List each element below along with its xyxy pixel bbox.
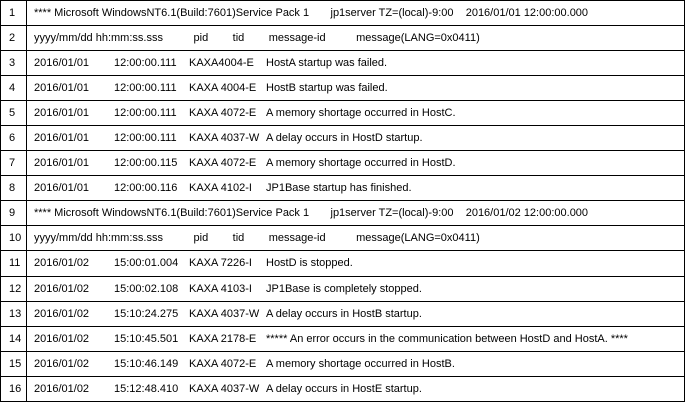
log-entry-row [1,326,685,351]
line-number: 11 [1,251,27,276]
line-number: 15 [1,351,27,376]
log-message: A memory shortage occurred in HostB. [266,357,455,370]
log-time: 12:00:00.115 [114,157,178,170]
log-time: 15:10:46.149 [114,357,179,370]
line-number: 10 [1,226,27,251]
log-date: 2016/01/02 [34,382,90,395]
line-number: 9 [1,201,27,226]
log-date: 2016/01/01 [34,182,90,195]
log-header-row [1,226,685,251]
log-date: 2016/01/02 [34,332,90,345]
log-time: 12:00:00.111 [114,107,177,120]
line-number: 8 [1,176,27,201]
log-message: ***** An error occurs in the communication between HostD and HostA. **** [266,332,628,345]
log-date: 2016/01/02 [34,307,90,320]
log-entry-row [1,151,685,176]
line-number: 7 [1,151,27,176]
log-line [27,26,685,51]
log-entry-row [1,376,685,401]
line-number: 5 [1,101,27,126]
line-number: 14 [1,326,27,351]
log-time: 12:00:00.116 [114,182,178,195]
log-entry-row [1,51,685,76]
log-line [27,226,685,251]
log-time: 15:10:45.501 [114,332,179,345]
log-message-id: KAXA 4072-E [189,357,257,370]
log-message-id: KAXA 4004-E [189,82,257,95]
log-date: 2016/01/02 [34,257,90,270]
log-entry-row [1,76,685,101]
log-message-id: KAXA 7226-I [189,257,252,270]
log-entry-row [1,301,685,326]
log-header-row [1,1,685,26]
log-entry-row [1,176,685,201]
log-line [27,301,685,326]
log-entry-row [1,126,685,151]
log-date: 2016/01/01 [34,107,90,120]
log-line [27,376,685,401]
log-time: 15:00:01.004 [114,257,179,270]
log-time: 12:00:00.111 [114,57,177,70]
log-message: HostB startup was failed. [266,82,388,95]
log-date: 2016/01/01 [34,57,90,70]
line-number: 1 [1,1,27,26]
log-line [27,76,685,101]
log-header-row [1,201,685,226]
log-message-id: KAXA 4072-E [189,107,257,120]
line-number: 13 [1,301,27,326]
log-line [27,276,685,301]
log-message: A delay occurs in HostB startup. [266,307,422,320]
log-line [27,176,685,201]
line-number: 6 [1,126,27,151]
log-line [27,201,685,226]
log-time: 15:10:24.275 [114,307,179,320]
line-number: 4 [1,76,27,101]
log-time: 15:12:48.410 [114,382,179,395]
log-message: A delay occurs in HostE startup. [266,382,422,395]
log-time: 15:00:02.108 [114,282,179,295]
log-message: HostA startup was failed. [266,57,388,70]
log-line [27,326,685,351]
log-entry-row [1,276,685,301]
log-line [27,126,685,151]
log-entry-row [1,351,685,376]
log-message: A memory shortage occurred in HostD. [266,157,456,170]
log-date: 2016/01/01 [34,82,90,95]
log-line [27,151,685,176]
log-time: 12:00:00.111 [114,82,177,95]
log-message-id: KAXA 4037-W [189,382,260,395]
line-number: 16 [1,376,27,401]
log-message-id: KAXA 4037-W [189,307,260,320]
log-message: A delay occurs in HostD startup. [266,132,423,145]
log-header-text: yyyy/mm/dd hh:mm:ss.sss pid tid message-id message(LANG=0x0411) [34,232,480,245]
log-message-id: KAXA 4102-I [189,182,252,195]
log-message-id: KAXA 2178-E [189,332,257,345]
log-message-id: KAXA4004-E [189,57,254,70]
log-header-text: **** Microsoft WindowsNT6.1(Build:7601)Service Pack 1 jp1server TZ=(local)-9:00 2016/01/01 12:00:00.000 [34,7,589,20]
log-line [27,101,685,126]
log-message-id: KAXA 4072-E [189,157,257,170]
log-date: 2016/01/02 [34,357,90,370]
log-line [27,51,685,76]
log-message: HostD is stopped. [266,257,353,270]
line-number: 2 [1,26,27,51]
log-entry-row [1,251,685,276]
line-number: 12 [1,276,27,301]
log-header-text: **** Microsoft WindowsNT6.1(Build:7601)Service Pack 1 jp1server TZ=(local)-9:00 2016/01/02 12:00:00.000 [34,207,589,220]
log-date: 2016/01/01 [34,157,90,170]
log-date: 2016/01/01 [34,132,90,145]
log-line [27,251,685,276]
log-message-id: KAXA 4103-I [189,282,252,295]
log-table-body [1,1,685,402]
line-number: 3 [1,51,27,76]
log-message-id: KAXA 4037-W [189,132,260,145]
log-line [27,351,685,376]
log-message: A memory shortage occurred in HostC. [266,107,456,120]
log-header-row [1,26,685,51]
log-message: JP1Base is completely stopped. [266,282,422,295]
log-line [27,1,685,26]
log-header-text: yyyy/mm/dd hh:mm:ss.sss pid tid message-id message(LANG=0x0411) [34,32,480,45]
log-entry-row [1,101,685,126]
log-message: JP1Base startup has finished. [266,182,412,195]
log-time: 12:00:00.111 [114,132,177,145]
log-date: 2016/01/02 [34,282,90,295]
